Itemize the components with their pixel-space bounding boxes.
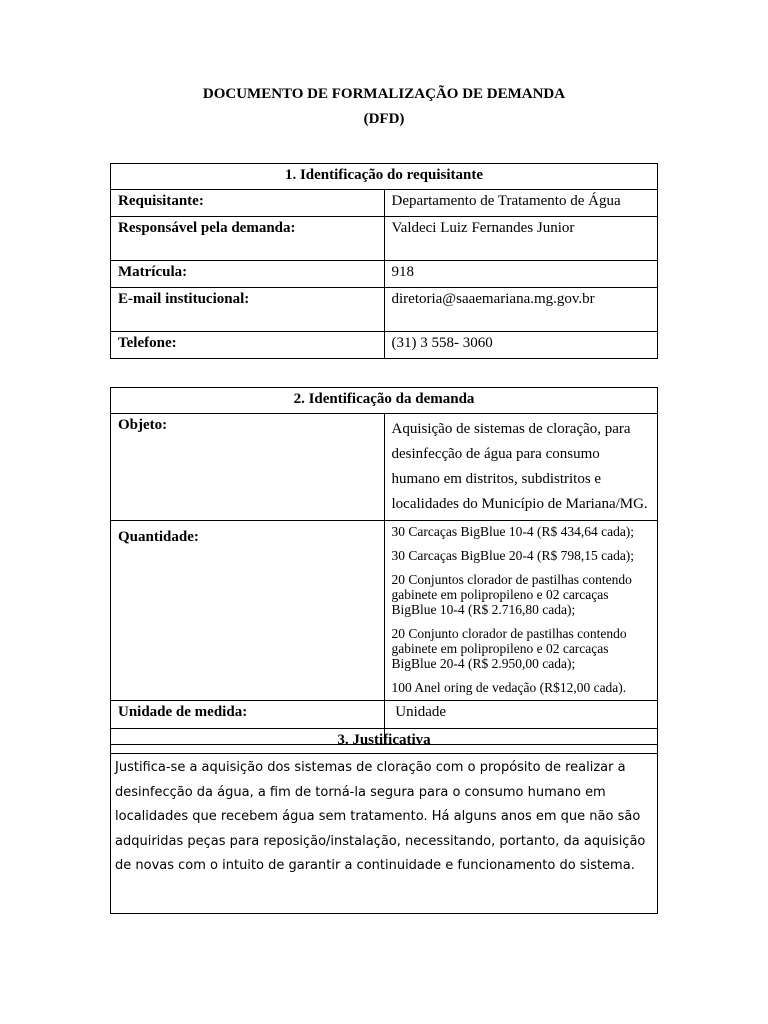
demand-section-table — [110, 387, 658, 745]
requisitante-value: Departamento de Tratamento de Água — [384, 190, 658, 217]
matricula-label: Matrícula: — [111, 261, 385, 288]
unidade-label: Unidade de medida: — [111, 701, 385, 745]
email-value: diretoria@saaemariana.mg.gov.br — [384, 288, 658, 332]
responsavel-label: Responsável pela demanda: — [111, 217, 385, 261]
quantidade-label: Quantidade: — [111, 521, 385, 701]
quantidade-list — [384, 521, 658, 701]
section2-heading: 2. Identificação da demanda — [111, 388, 658, 414]
justification-section-table — [110, 728, 658, 914]
section3-heading: 3. Justificativa — [111, 729, 658, 754]
quantidade-item: 100 Anel oring de vedação (R$12,00 cada). — [391, 680, 627, 695]
objeto-value: Aquisição de sistemas de cloração, para desinfecção de água para consumo humano em distritos, subdistritos e localidades do Município de Mariana/MG. — [384, 414, 658, 521]
objeto-label: Objeto: — [111, 414, 385, 521]
quantidade-item: 30 Carcaças BigBlue 10-4 (R$ 434,64 cada); — [391, 524, 635, 539]
responsavel-value: Valdeci Luiz Fernandes Junior — [384, 217, 658, 261]
unidade-value: Unidade — [384, 701, 658, 745]
email-label: E-mail institucional: — [111, 288, 385, 332]
requester-section-table — [110, 163, 658, 359]
quantidade-item: 20 Conjuntos clorador de pastilhas contendo gabinete em polipropileno e 02 carcaças BigBlue 10-4 (R$ 2.716,80 cada); — [391, 572, 632, 617]
telefone-value: (31) 3 558- 3060 — [384, 332, 658, 359]
section1-heading: 1. Identificação do requisitante — [111, 164, 658, 190]
document-subtitle: (DFD) — [363, 111, 405, 127]
justificativa-text: Justifica-se a aquisição dos sistemas de cloração com o propósito de realizar a desinfecção da água, a fim de torná-la segura para o consumo humano em localidades que recebem água sem tratamento. Há alguns anos em que não são adquiridas peças para reposição/instalação, necessitando, portanto, da aquisição de novas com o intuito de garantir a continuidade e funcionamento do sistema. — [111, 754, 658, 914]
quantidade-item: 20 Conjunto clorador de pastilhas contendo gabinete em polipropileno e 02 carcaças BigBlue 20-4 (R$ 2.950,00 cada); — [391, 626, 627, 671]
matricula-value: 918 — [384, 261, 658, 288]
telefone-label: Telefone: — [111, 332, 385, 359]
quantidade-item: 30 Carcaças BigBlue 20-4 (R$ 798,15 cada); — [391, 548, 635, 563]
document-title: DOCUMENTO DE FORMALIZAÇÃO DE DEMANDA — [202, 86, 566, 102]
requisitante-label: Requisitante: — [111, 190, 385, 217]
